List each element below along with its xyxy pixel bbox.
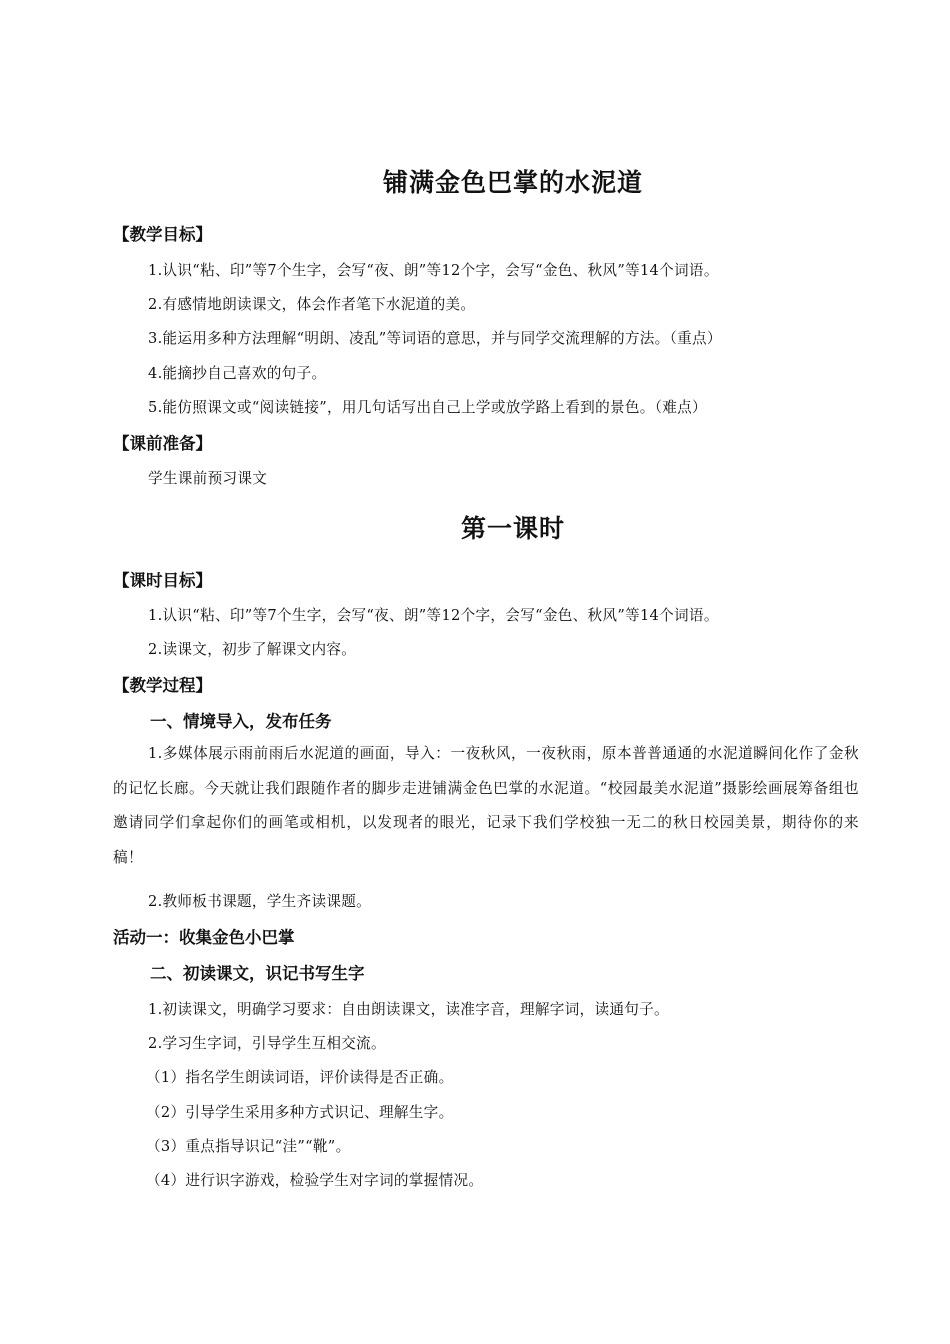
lesson-goal-item: 2.读课文，初步了解课文内容。 [148, 641, 357, 658]
lesson-goal-item: 1.认识“粘、印”等7个生字，会写“夜、朗”等12个字，会写“金色、秋风”等14个词语。 [148, 607, 719, 624]
part2-heading: 二、初读课文，识记书写生字 [150, 964, 365, 983]
document-title: 铺满金色巴掌的水泥道 [382, 168, 643, 197]
teaching-goal-item: 4.能摘抄自己喜欢的句子。 [148, 365, 327, 382]
sub-item: （2）引导学生采用多种方式识记、理解生字。 [146, 1104, 454, 1121]
preparation-text: 学生课前预习课文 [148, 470, 268, 487]
part1-paragraph: 1.多媒体展示雨前雨后水泥道的画面，导入：一夜秋风，一夜秋雨，原本普普通通的水泥道瞬间化作了金秋的记忆长廊。今天就让我们跟随作者的脚步走进铺满金色巴掌的水泥道。“校园最美水泥道”摄影绘画展筹备组也邀请同学们拿起你们的画笔或相机，以发现者的眼光，记录下我们学校独一无二的秋日校园美景，期待你的来稿！ [113, 745, 859, 866]
part1-heading: 一、情境导入，发布任务 [150, 712, 332, 731]
teaching-goals-heading: 【教学目标】 [113, 225, 212, 244]
part2-item: 1.初读课文，明确学习要求：自由朗读课文，读准字音，理解字词，读通句子。 [148, 1001, 669, 1018]
teaching-goal-item: 3.能运用多种方法理解“明朗、凌乱”等词语的意思，并与同学交流理解的方法。（重点） [148, 330, 722, 347]
sub-item: （3）重点指导识记“洼”“靴”。 [146, 1138, 351, 1155]
teaching-goal-item: 2.有感情地朗读课文，体会作者笔下水泥道的美。 [148, 296, 476, 313]
lesson-title: 第一课时 [460, 514, 565, 543]
teaching-goal-item: 5.能仿照课文或“阅读链接”，用几句话写出自己上学或放学路上看到的景色。（难点） [148, 399, 707, 416]
process-heading: 【教学过程】 [113, 676, 212, 695]
sub-item: （4）进行识字游戏，检验学生对字词的掌握情况。 [146, 1172, 484, 1189]
part1-paragraph-2: 2.教师板书课题，学生齐读课题。 [148, 893, 372, 910]
part2-item: 2.学习生字词，引导学生互相交流。 [148, 1035, 386, 1052]
sub-item: （1）指名学生朗读词语，评价读得是否正确。 [146, 1069, 454, 1086]
teaching-goal-item: 1.认识“粘、印”等7个生字，会写“夜、朗”等12个字，会写“金色、秋风”等14个词语。 [148, 262, 719, 279]
activity-heading: 活动一：收集金色小巴掌 [113, 928, 295, 947]
lesson-goals-heading: 【课时目标】 [113, 571, 212, 590]
preparation-heading: 【课前准备】 [113, 434, 212, 453]
